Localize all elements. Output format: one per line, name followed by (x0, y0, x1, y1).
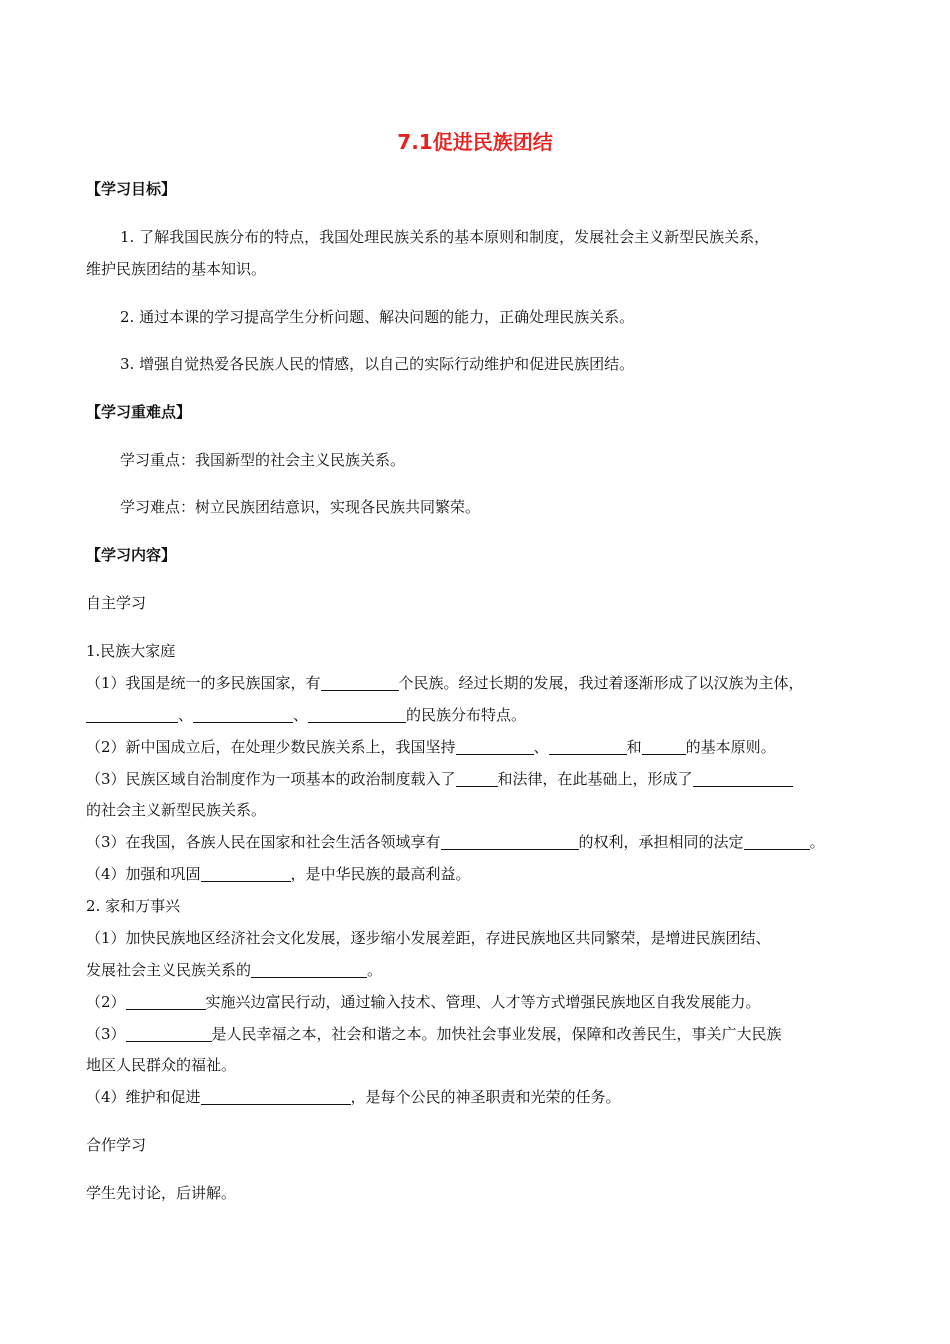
text: （4）加强和巩固 (86, 865, 201, 883)
part1-q3-line1 (86, 768, 876, 790)
part2-q4 (86, 1086, 876, 1108)
fill-blank[interactable] (251, 961, 367, 978)
text: 是人民幸福之本，社会和谐之本。加快社会事业发展，保障和改善民生，事关广大民族 (211, 1025, 782, 1043)
fill-blank[interactable] (456, 738, 534, 755)
part1-q3-line2: 的社会主义新型民族关系。 (86, 801, 267, 819)
part2-q3-line1 (86, 1023, 876, 1045)
fill-blank[interactable] (193, 706, 293, 723)
part2-q1-line2 (86, 959, 876, 981)
fill-blank[interactable] (308, 706, 406, 723)
goal-1-line-2: 维护民族团结的基本知识。 (86, 260, 267, 278)
text: （1）我国是统一的多民族国家，有 (86, 674, 321, 692)
self-study-label: 自主学习 (86, 594, 147, 612)
fill-blank[interactable] (201, 865, 291, 882)
text: 、 (533, 738, 549, 756)
text: （4）维护和促进 (86, 1088, 201, 1106)
part1-q4 (86, 831, 876, 853)
text: 个民族。经过长期的发展，我过着逐渐形成了以汉族为主体， (398, 674, 804, 692)
part2-q3-line2: 地区人民群众的福祉。 (86, 1056, 237, 1074)
fill-blank[interactable] (321, 674, 399, 691)
goal-1-line-1: 1. 了解我国民族分布的特点，我国处理民族关系的基本原则和制度，发展社会主义新型民族关系， (120, 228, 770, 246)
text: 发展社会主义民族关系的 (86, 961, 252, 979)
text: ，是每个公民的神圣职责和光荣的任务。 (350, 1088, 621, 1106)
document-title: 7.1促进民族团结 (397, 130, 553, 154)
fill-blank[interactable] (86, 706, 178, 723)
text: （3）民族区域自治制度作为一项基本的政治制度载入了 (86, 770, 456, 788)
fill-blank[interactable] (744, 833, 810, 850)
goal-2: 2. 通过本课的学习提高学生分析问题、解决问题的能力，正确处理民族关系。 (120, 308, 635, 326)
text: 、 (178, 706, 194, 724)
text: 和法律，在此基础上，形成了 (497, 770, 693, 788)
part1-q1-line1 (86, 672, 876, 694)
part1-title: 1.民族大家庭 (86, 642, 176, 660)
fill-blank[interactable] (441, 833, 579, 850)
text: 的民族分布特点。 (406, 706, 527, 724)
fill-blank[interactable] (126, 1025, 212, 1042)
part2-title: 2. 家和万事兴 (86, 897, 181, 915)
fill-blank[interactable] (642, 738, 686, 755)
text: 。 (809, 833, 825, 851)
heading-key-points: 【学习重难点】 (86, 403, 192, 421)
fill-blank[interactable] (693, 770, 793, 787)
fill-blank[interactable] (456, 770, 498, 787)
heading-learning-goals: 【学习目标】 (86, 180, 177, 198)
key-point: 学习重点：我国新型的社会主义民族关系。 (120, 451, 406, 469)
part1-q5 (86, 863, 876, 885)
heading-content: 【学习内容】 (86, 546, 177, 564)
fill-blank[interactable] (549, 738, 627, 755)
text: 的基本原则。 (685, 738, 776, 756)
part2-q1-line1: （1）加快民族地区经济社会文化发展，逐步缩小发展差距，存进民族地区共同繁荣，是增进民族团结、 (86, 929, 771, 947)
text: （3）在我国，各族人民在国家和社会生活各领域享有 (86, 833, 441, 851)
text: （3） (86, 1025, 126, 1043)
text: 。 (367, 961, 383, 979)
part1-q1-line2 (86, 704, 876, 726)
text: 实施兴边富民行动，通过输入技术、管理、人才等方式增强民族地区自我发展能力。 (205, 993, 761, 1011)
difficult-point: 学习难点：树立民族团结意识，实现各民族共同繁荣。 (120, 498, 481, 516)
text: 和 (626, 738, 642, 756)
text: （2） (86, 993, 126, 1011)
part1-q2 (86, 736, 876, 758)
goal-3: 3. 增强自觉热爱各民族人民的情感，以自己的实际行动维护和促进民族团结。 (120, 355, 635, 373)
text: 、 (293, 706, 309, 724)
text: ，是中华民族的最高利益。 (290, 865, 471, 883)
text: 的权利，承担相同的法定 (578, 833, 744, 851)
cooperative-study-label: 合作学习 (86, 1136, 147, 1154)
cooperative-study-text: 学生先讨论，后讲解。 (86, 1184, 237, 1202)
part2-q2 (86, 991, 876, 1013)
fill-blank[interactable] (126, 993, 206, 1010)
text: （2）新中国成立后，在处理少数民族关系上，我国坚持 (86, 738, 456, 756)
fill-blank[interactable] (201, 1088, 351, 1105)
